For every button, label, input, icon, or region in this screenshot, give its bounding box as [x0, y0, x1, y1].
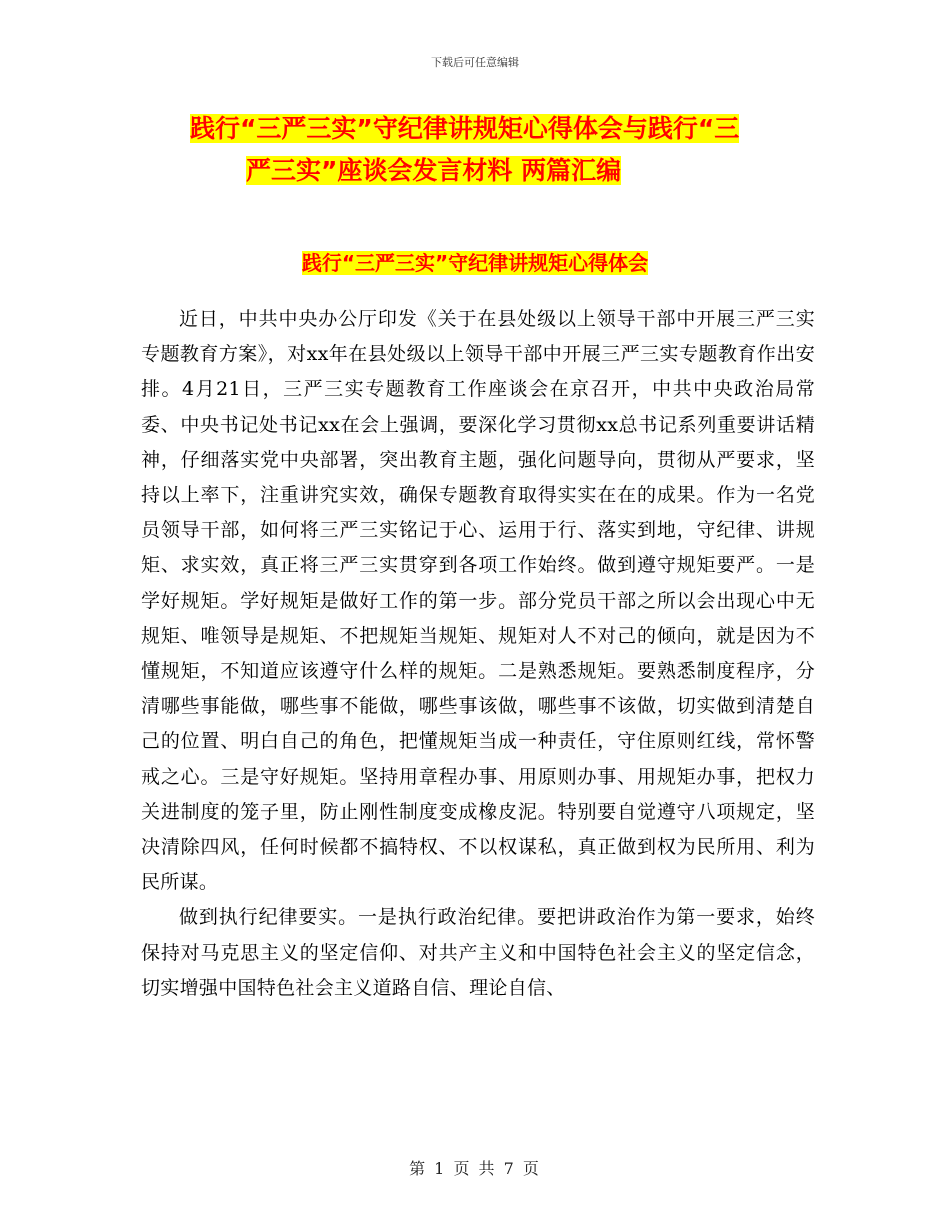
page-header-note: 下载后可任意编辑: [431, 56, 519, 69]
paragraph: 近日，中共中央办公厅印发《关于在县处级以上领导干部中开展三严三实专题教育方案》，对xx年在县处级以上领导干部中开展三严三实专题教育作出安排。4月21日，三严三实专题教育工作座谈会在京召开，中共中央政治局常委、中央书记处书记xx在会上强调，要深化学习贯彻xx总书记系列重要讲话精神，仔细落实党中央部署，突出教育主题，强化问题导向，贯彻从严要求，坚持以上率下，注重讲究实效，确保专题教育取得实实在在的成果。作为一名党员领导干部，如何将三严三实铭记于心、运用于行、落实到地，守纪律、讲规矩、求实效，真正将三严三实贯穿到各项工作始终。做到遵守规矩要严。一是学好规矩。学好规矩是做好工作的第一步。部分党员干部之所以会出现心中无规矩、唯领导是规矩、不把规矩当规矩、规矩对人不对己的倾向，就是因为不懂规矩，不知道应该遵守什么样的规矩。二是熟悉规矩。要熟悉制度程序，分清哪些事能做，哪些事不能做，哪些事该做，哪些事不该做，切实做到清楚自己的位置、明白自己的角色，把懂规矩当成一种责任，守住原则红线，常怀警戒之心。三是守好规矩。坚持用章程办事、用原则办事、用规矩办事，把权力关进制度的笼子里，防止刚性制度变成橡皮泥。特别要自觉遵守八项规定，坚决清除四风，任何时候都不搞特权、不以权谋私，真正做到权为民所用、利为民所谋。: [141, 308, 815, 894]
document-body: [141, 302, 815, 1006]
document-title-line-1: 践行“三严三实”守纪律讲规矩心得体会与践行“三: [190, 114, 740, 143]
document-title-line-2: 严三实”座谈会发言材料 两篇汇编: [246, 156, 622, 185]
paragraph: 做到执行纪律要实。一是执行政治纪律。要把讲政治作为第一要求，始终保持对马克思主义的坚定信仰、对共产主义和中国特色社会主义的坚定信念，切实增强中国特色社会主义道路自信、理论自信、: [141, 906, 815, 999]
page-number-footer: 第 1 页 共 7 页: [409, 1159, 541, 1178]
section-title: 践行“三严三实”守纪律讲规矩心得体会: [301, 251, 649, 275]
document-title: [190, 108, 830, 192]
